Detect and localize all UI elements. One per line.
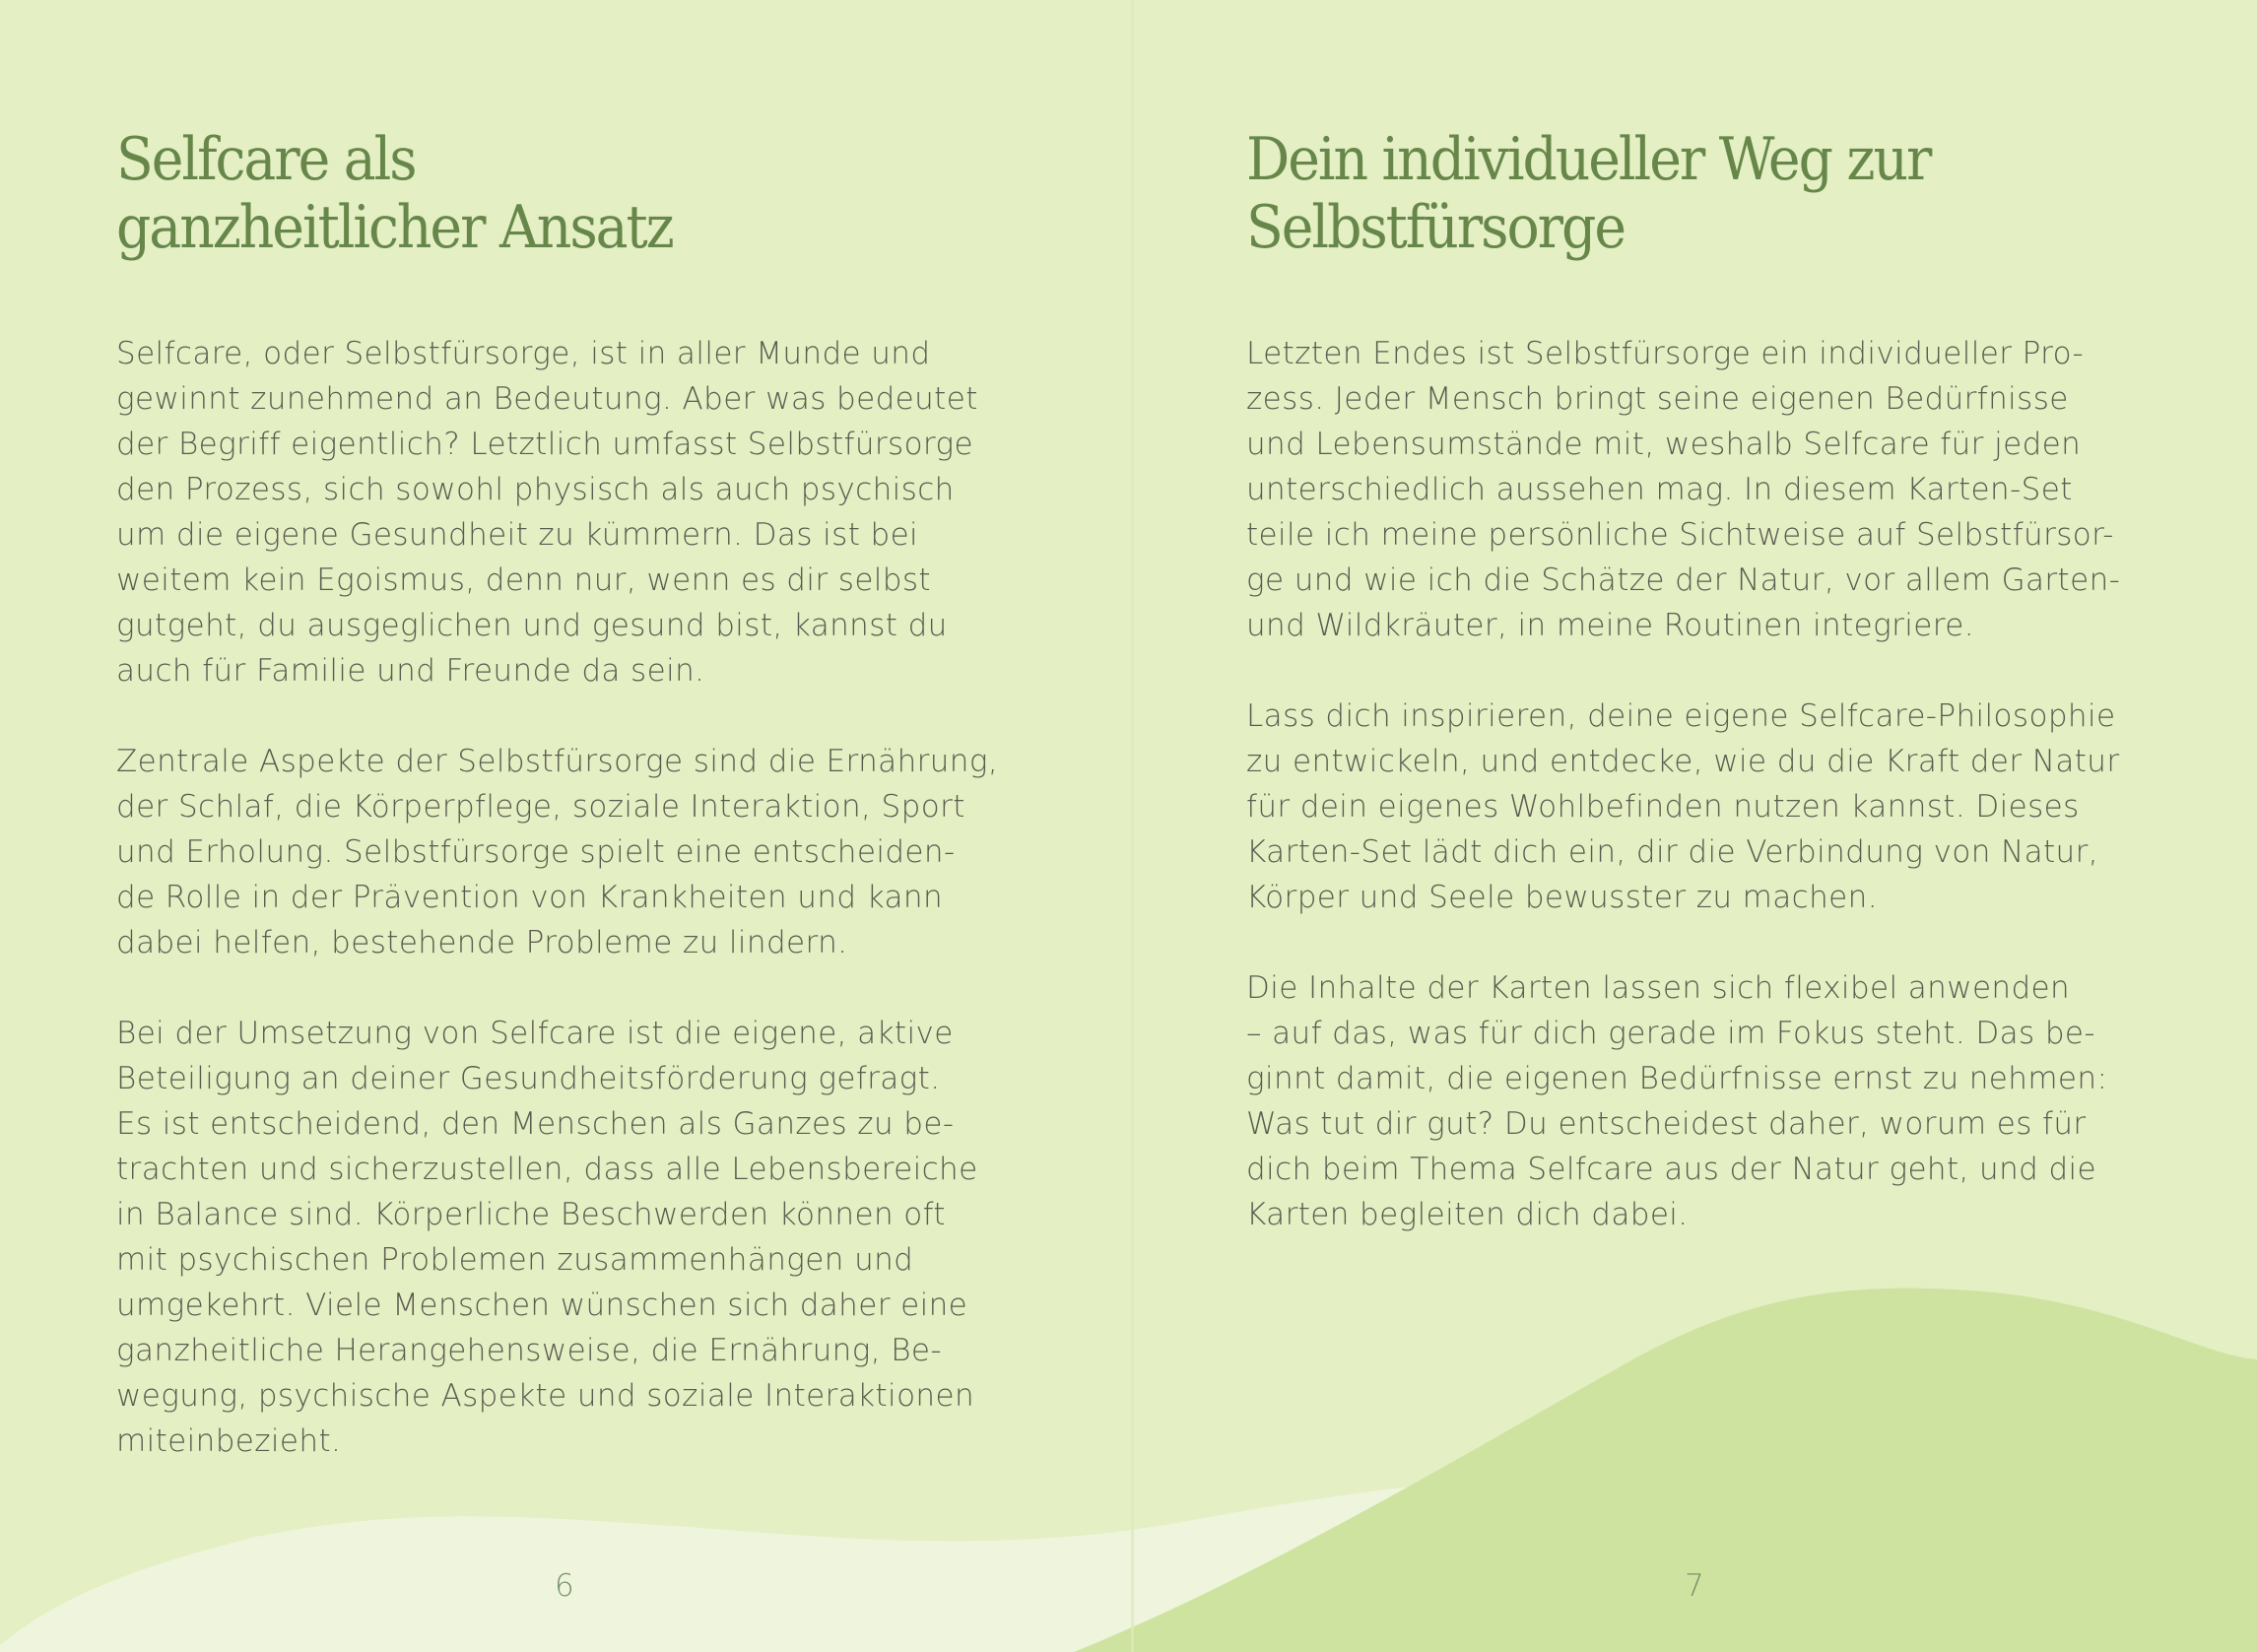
text-line: Bei der Umsetzung von Selfcare ist die eigene, aktive	[116, 1016, 954, 1051]
text-line: dabei helfen, bestehende Probleme zu lindern.	[116, 925, 848, 960]
text-line: und Erholung. Selbstfürsorge spielt eine entscheiden-	[116, 834, 956, 870]
page-number: 7	[1685, 1568, 1704, 1604]
right-page-body	[1246, 331, 2192, 1283]
text-line: in Balance sind. Körperliche Beschwerden können oft	[116, 1197, 946, 1232]
text-line: Karten-Set lädt dich ein, dir die Verbindung von Natur,	[1246, 834, 2099, 870]
text-line: dich beim Thema Selfcare aus der Natur geht, und die	[1246, 1152, 2097, 1187]
text-line: Beteiligung an deiner Gesundheitsförderung gefragt.	[116, 1061, 941, 1096]
text-line: der Schlaf, die Körperpflege, soziale Interaktion, Sport	[116, 789, 965, 825]
text-line: trachten und sicherzustellen, dass alle Lebensbereiche	[116, 1152, 978, 1187]
text-line: Die Inhalte der Karten lassen sich flexibel anwenden	[1246, 970, 2071, 1006]
paragraph-3	[116, 1011, 1062, 1464]
text-line: zu entwickeln, und entdecke, wie du die Kraft der Natur	[1246, 744, 2120, 779]
text-line: weitem kein Egoismus, denn nur, wenn es dir selbst	[116, 562, 931, 598]
heading-line: ganzheitlicher Ansatz	[116, 193, 673, 262]
text-line: ginnt damit, die eigenen Bedürfnisse ernst zu nehmen:	[1246, 1061, 2108, 1096]
text-line: Lass dich inspirieren, deine eigene Selfcare-Philosophie	[1246, 698, 2116, 734]
paragraph-2	[1246, 694, 2192, 920]
page-number: 6	[555, 1568, 574, 1604]
right-page	[1131, 0, 2257, 1652]
text-line: Was tut dir gut? Du entscheidest daher, worum es für	[1246, 1106, 2087, 1142]
text-line: umgekehrt. Viele Menschen wünschen sich daher eine	[116, 1288, 968, 1323]
text-line: gutgeht, du ausgeglichen und gesund bist, kannst du	[116, 608, 948, 643]
text-line: ge und wie ich die Schätze der Natur, vor allem Garten-	[1246, 562, 2121, 598]
text-line: Letzten Endes ist Selbstfürsorge ein individueller Pro-	[1246, 336, 2085, 371]
paragraph-1	[1246, 331, 2192, 648]
heading-line: Selfcare als	[116, 125, 416, 194]
text-line: der Begriff eigentlich? Letztlich umfasst Selbstfürsorge	[116, 427, 974, 462]
text-line: um die eigene Gesundheit zu kümmern. Das ist bei	[116, 517, 919, 553]
paragraph-1	[116, 331, 1062, 694]
text-line: de Rolle in der Prävention von Krankheiten und kann	[116, 880, 943, 915]
text-line: und Lebensumstände mit, weshalb Selfcare für jeden	[1246, 427, 2082, 462]
text-line: den Prozess, sich sowohl physisch als auch psychisch	[116, 472, 955, 507]
right-page-heading	[1246, 126, 1930, 262]
paragraph-2	[116, 739, 1062, 965]
text-line: zess. Jeder Mensch bringt seine eigenen Bedürfnisse	[1246, 381, 2069, 417]
text-line: Karten begleiten dich dabei.	[1246, 1197, 1689, 1232]
text-line: mit psychischen Problemen zusammenhängen und	[116, 1242, 914, 1278]
text-line: miteinbezieht.	[116, 1423, 342, 1459]
text-line: – auf das, was für dich gerade im Fokus steht. Das be-	[1246, 1016, 2095, 1051]
text-line: ganzheitliche Herangehensweise, die Ernährung, Be-	[116, 1333, 942, 1368]
text-line: und Wildkräuter, in meine Routinen integriere.	[1246, 608, 1974, 643]
text-line: Körper und Seele bewusster zu machen.	[1246, 880, 1878, 915]
text-line: Selfcare, oder Selbstfürsorge, ist in aller Munde und	[116, 336, 931, 371]
heading-line: Dein individueller Weg zur	[1246, 125, 1931, 194]
text-line: teile ich meine persönliche Sichtweise auf Selbstfürsor-	[1246, 517, 2114, 553]
left-page-body	[116, 331, 1062, 1509]
text-line: Zentrale Aspekte der Selbstfürsorge sind die Ernährung,	[116, 744, 999, 779]
text-line: auch für Familie und Freunde da sein.	[116, 653, 705, 689]
heading-line: Selbstfürsorge	[1246, 193, 1625, 262]
left-page-heading	[116, 126, 673, 262]
text-line: für dein eigenes Wohlbefinden nutzen kannst. Dieses	[1246, 789, 2080, 825]
text-line: Es ist entscheidend, den Menschen als Ganzes zu be-	[116, 1106, 955, 1142]
text-line: unterschiedlich aussehen mag. In diesem Karten-Set	[1246, 472, 2073, 507]
text-line: gewinnt zunehmend an Bedeutung. Aber was bedeutet	[116, 381, 978, 417]
paragraph-3	[1246, 965, 2192, 1237]
text-line: wegung, psychische Aspekte und soziale Interaktionen	[116, 1378, 974, 1414]
